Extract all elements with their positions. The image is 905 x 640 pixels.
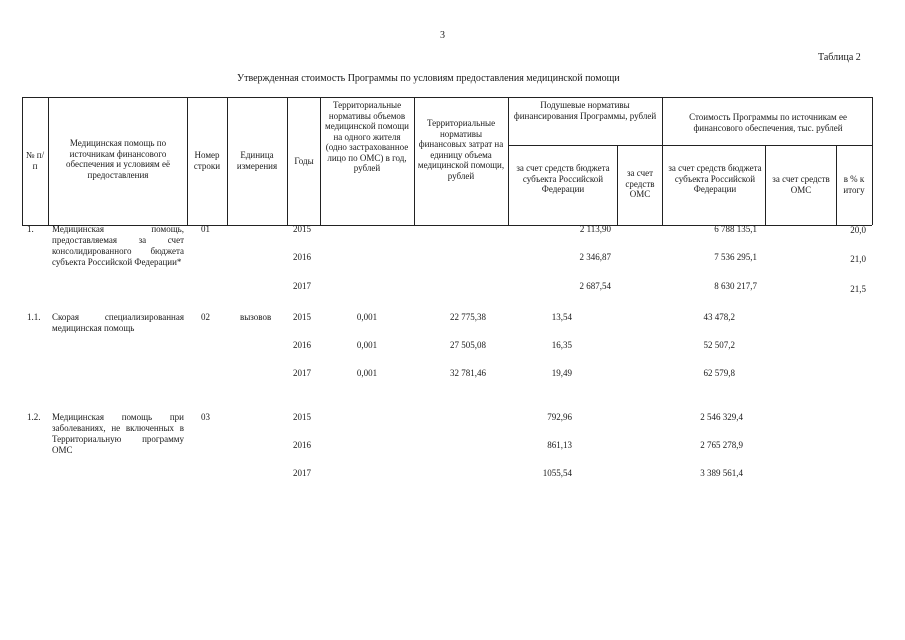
header-unit: Единица измерения (236, 150, 278, 171)
header-per-capita-oms: за счет средств ОМС (625, 168, 655, 199)
header-cost-budget: за счет средств бюджета субъекта Российской Федерации (668, 163, 762, 194)
per-capita-budget-value: 792,96 (547, 412, 572, 422)
per-capita-budget-value: 19,49 (551, 368, 572, 378)
volume-norm-value: 0,001 (356, 368, 378, 378)
per-capita-budget-value: 861,13 (547, 440, 572, 450)
header-row-no: Номер строки (193, 150, 221, 171)
row-code: 02 (201, 312, 210, 322)
cost-norm-value: 32 781,46 (450, 368, 486, 378)
row-description: Медицинская помощь, предоставляемая за счет консолидированного бюджета субъекта Российской Федерации* (52, 224, 184, 267)
header-cost-percent: в % к итогу (843, 174, 865, 195)
page-number: 3 (440, 30, 445, 41)
per-capita-budget-value: 2 346,87 (579, 252, 611, 262)
row-number: 1.1. (27, 312, 41, 322)
cost-norm-value: 27 505,08 (450, 340, 486, 350)
header-volume-norm: Территориальные нормативы объемов медицинской помощи на одного жителя (одно застрахованное лицо по ОМС) в год, рублей (325, 100, 409, 173)
row-number: 1.2. (27, 412, 41, 422)
year: 2016 (293, 340, 311, 350)
cost-percent-value: 21,0 (850, 254, 866, 264)
year: 2017 (293, 468, 311, 478)
cost-percent-value: 20,0 (850, 225, 866, 235)
table-label: Таблица 2 (818, 52, 861, 63)
per-capita-budget-value: 2 113,90 (579, 224, 611, 234)
table-title: Утвержденная стоимость Программы по условиям предоставления медицинской помощи (237, 73, 620, 84)
volume-norm-value: 0,001 (356, 312, 378, 322)
per-capita-budget-value: 2 687,54 (579, 281, 611, 291)
cost-budget-value: 52 507,2 (703, 340, 735, 350)
row-number: 1. (27, 224, 34, 234)
per-capita-budget-value: 1055,54 (542, 468, 572, 478)
header-care: Медицинская помощь по источникам финансового обеспечения и условиям её предоставления (66, 138, 170, 180)
cost-budget-value: 8 630 217,7 (714, 281, 757, 291)
year: 2016 (293, 252, 311, 262)
row-code: 01 (201, 224, 210, 234)
cost-budget-value: 3 389 561,4 (700, 468, 743, 478)
row-description: Медицинская помощь при заболеваниях, не включенных в Территориальную программу ОМС (52, 412, 184, 455)
cost-budget-value: 43 478,2 (703, 312, 735, 322)
header-per-capita-budget: за счет средств бюджета субъекта Российской Федерации (516, 163, 610, 194)
year: 2015 (293, 312, 311, 322)
row-description: Скорая специализированная медицинская помощь (52, 312, 184, 333)
header-cost-oms: за счет средств ОМС (772, 174, 830, 195)
header-cost-norm: Территориальные нормативы финансовых затрат на единицу объема медицинской помощи, рублей (417, 118, 505, 181)
year: 2015 (293, 224, 311, 234)
year: 2017 (293, 368, 311, 378)
per-capita-budget-value: 16,35 (551, 340, 572, 350)
header-cost: Стоимость Программы по источникам ее финансового обеспечения, тыс. рублей (689, 112, 847, 133)
cost-budget-value: 2 546 329,4 (700, 412, 743, 422)
year: 2016 (293, 440, 311, 450)
header-num: № п/п (25, 150, 45, 171)
cost-percent-value: 21,5 (850, 284, 866, 294)
per-capita-budget-value: 13,54 (551, 312, 572, 322)
cost-budget-value: 2 765 278,9 (700, 440, 743, 450)
cost-budget-value: 6 788 135,1 (714, 224, 757, 234)
row-code: 03 (201, 412, 210, 422)
cost-budget-value: 62 579,8 (703, 368, 735, 378)
volume-norm-value: 0,001 (356, 340, 378, 350)
cost-budget-value: 7 536 295,1 (714, 252, 757, 262)
year: 2015 (293, 412, 311, 422)
year: 2017 (293, 281, 311, 291)
header-per-capita: Подушевые нормативы финансирования Программы, рублей (513, 100, 657, 121)
header-years: Годы (294, 156, 314, 166)
cost-norm-value: 22 775,38 (450, 312, 486, 322)
row-unit: вызовов (240, 312, 272, 322)
